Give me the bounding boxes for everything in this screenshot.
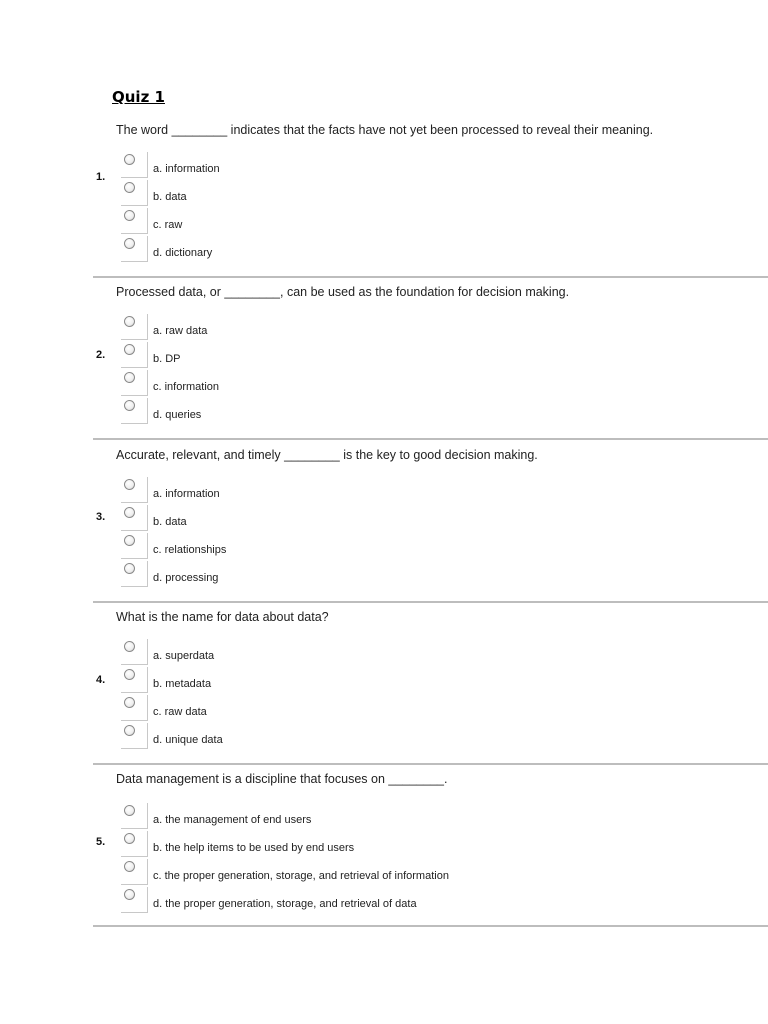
option-label: b. data: [153, 516, 187, 528]
option-label: c. the proper generation, storage, and retrieval of information: [153, 870, 449, 882]
radio-button[interactable]: [124, 507, 135, 518]
radio-button[interactable]: [124, 535, 135, 546]
answer-option-c[interactable]: [121, 533, 641, 559]
radio-button[interactable]: [124, 833, 135, 844]
answer-option-b[interactable]: [121, 342, 641, 368]
radio-button[interactable]: [124, 210, 135, 221]
option-label: a. raw data: [153, 325, 208, 337]
radio-frame: [121, 803, 148, 829]
question-divider: [93, 276, 768, 278]
answer-option-a[interactable]: [121, 314, 641, 340]
radio-frame: [121, 667, 148, 693]
radio-button[interactable]: [124, 316, 135, 327]
question-divider: [93, 763, 768, 765]
question-text: Data management is a discipline that focuses on ________.: [116, 772, 448, 786]
answer-option-b[interactable]: [121, 831, 641, 857]
radio-frame: [121, 561, 148, 587]
quiz-title: Quiz 1: [112, 88, 165, 106]
radio-button[interactable]: [124, 725, 135, 736]
radio-button[interactable]: [124, 238, 135, 249]
question-text: Processed data, or ________, can be used as the foundation for decision making.: [116, 285, 570, 299]
radio-button[interactable]: [124, 805, 135, 816]
radio-button[interactable]: [124, 400, 135, 411]
answer-option-b[interactable]: [121, 667, 641, 693]
answer-option-b[interactable]: [121, 180, 641, 206]
radio-frame: [121, 342, 148, 368]
answer-option-d[interactable]: [121, 723, 641, 749]
question-number: 1.: [96, 171, 106, 183]
option-label: d. dictionary: [153, 247, 213, 259]
radio-button[interactable]: [124, 182, 135, 193]
option-label: d. processing: [153, 572, 219, 584]
radio-button[interactable]: [124, 372, 135, 383]
radio-frame: [121, 639, 148, 665]
question-text: The word ________ indicates that the facts have not yet been processed to reveal their meaning.: [116, 123, 654, 137]
radio-frame: [121, 152, 148, 178]
option-label: c. relationships: [153, 544, 227, 556]
option-label: d. queries: [153, 409, 202, 421]
answer-option-d[interactable]: [121, 236, 641, 262]
answer-option-b[interactable]: [121, 505, 641, 531]
radio-frame: [121, 180, 148, 206]
radio-frame: [121, 477, 148, 503]
radio-button[interactable]: [124, 889, 135, 900]
option-label: d. the proper generation, storage, and retrieval of data: [153, 898, 417, 910]
radio-button[interactable]: [124, 563, 135, 574]
radio-frame: [121, 831, 148, 857]
answer-option-a[interactable]: [121, 639, 641, 665]
radio-frame: [121, 314, 148, 340]
question-divider: [93, 601, 768, 603]
option-label: b. DP: [153, 353, 181, 365]
radio-frame: [121, 505, 148, 531]
radio-frame: [121, 236, 148, 262]
option-label: a. information: [153, 163, 220, 175]
question-number: 5.: [96, 836, 106, 848]
answer-option-a[interactable]: [121, 477, 641, 503]
radio-button[interactable]: [124, 697, 135, 708]
answer-option-d[interactable]: [121, 398, 641, 424]
answer-option-c[interactable]: [121, 695, 641, 721]
radio-button[interactable]: [124, 479, 135, 490]
option-label: c. raw: [153, 219, 183, 231]
question-text: Accurate, relevant, and timely ________ is the key to good decision making.: [116, 448, 538, 462]
option-label: a. information: [153, 488, 220, 500]
radio-frame: [121, 533, 148, 559]
question-divider: [93, 438, 768, 440]
answer-option-d[interactable]: [121, 561, 641, 587]
question-number: 3.: [96, 511, 106, 523]
option-label: d. unique data: [153, 734, 223, 746]
radio-button[interactable]: [124, 669, 135, 680]
answer-option-a[interactable]: [121, 803, 641, 829]
radio-frame: [121, 723, 148, 749]
option-label: a. superdata: [153, 650, 215, 662]
question-divider: [93, 925, 768, 927]
option-label: a. the management of end users: [153, 814, 312, 826]
radio-frame: [121, 398, 148, 424]
question-text: What is the name for data about data?: [116, 610, 329, 624]
option-label: c. raw data: [153, 706, 207, 718]
radio-frame: [121, 887, 148, 913]
answer-option-c[interactable]: [121, 859, 641, 885]
question-number: 4.: [96, 674, 106, 686]
question-number: 2.: [96, 349, 106, 361]
radio-frame: [121, 859, 148, 885]
answer-option-c[interactable]: [121, 370, 641, 396]
radio-button[interactable]: [124, 154, 135, 165]
answer-option-c[interactable]: [121, 208, 641, 234]
option-label: c. information: [153, 381, 220, 393]
radio-button[interactable]: [124, 344, 135, 355]
radio-button[interactable]: [124, 641, 135, 652]
radio-frame: [121, 695, 148, 721]
radio-frame: [121, 370, 148, 396]
option-label: b. data: [153, 191, 187, 203]
radio-button[interactable]: [124, 861, 135, 872]
answer-option-d[interactable]: [121, 887, 641, 913]
option-label: b. metadata: [153, 678, 212, 690]
option-label: b. the help items to be used by end users: [153, 842, 355, 854]
radio-frame: [121, 208, 148, 234]
answer-option-a[interactable]: [121, 152, 641, 178]
